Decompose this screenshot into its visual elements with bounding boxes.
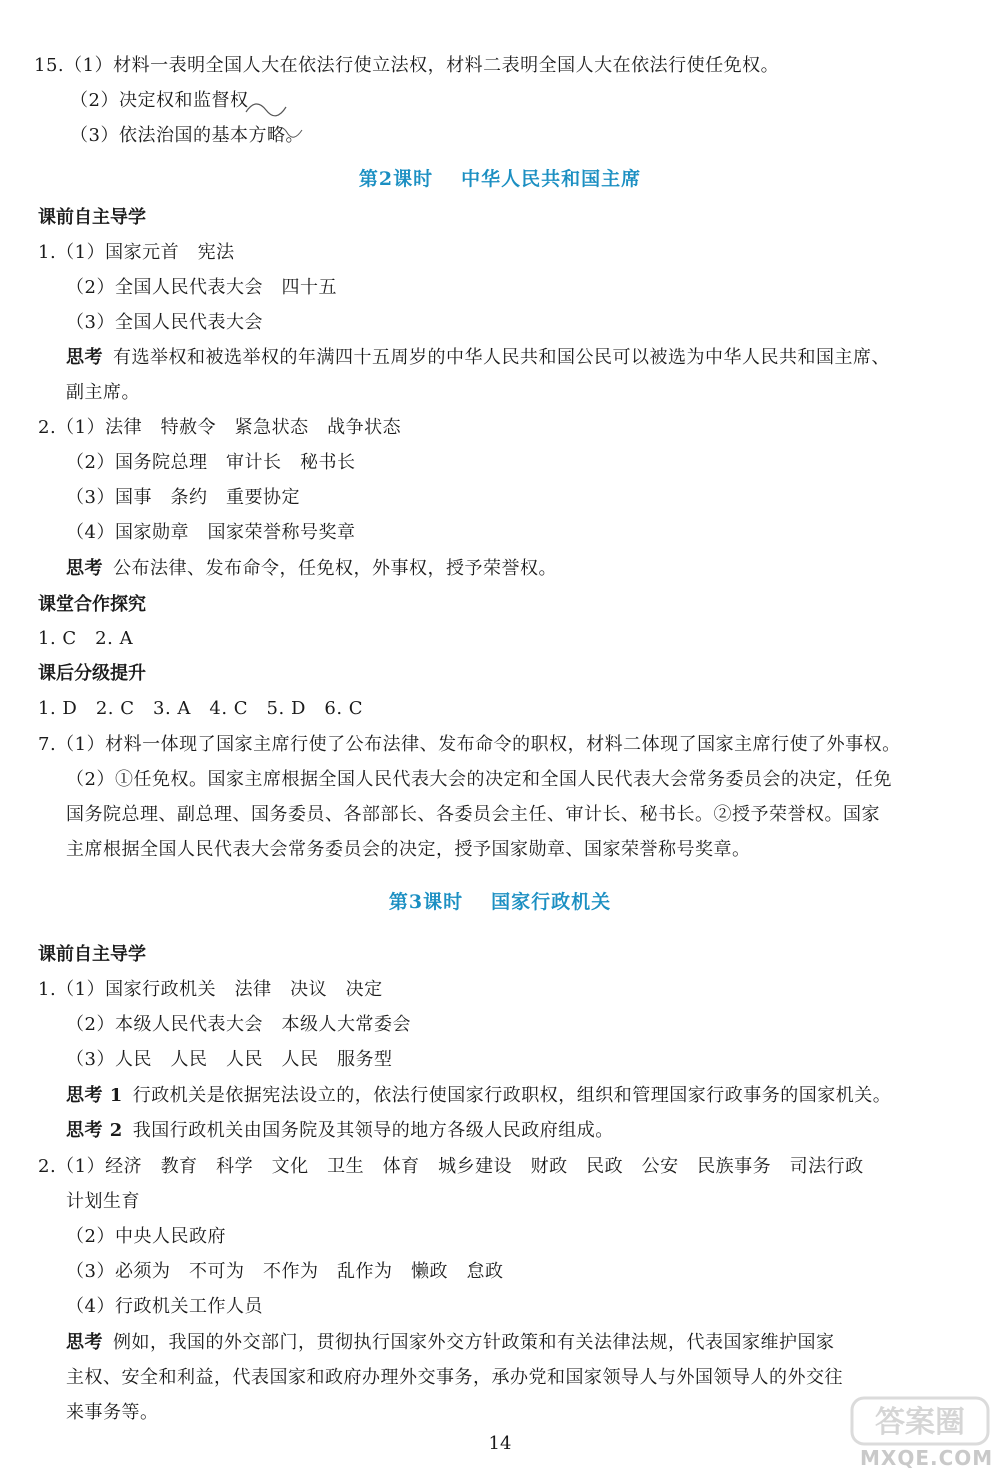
think-text: 有选举权和被选举权的年满四十五周岁的中华人民共和国公民可以被选为中华人民共和国主席、 [113,347,890,368]
section-classroom-inquiry: 课堂合作探究 [38,594,146,615]
answer-line: 主权、安全和利益，代表国家和政府办理外交事务，承办党和国家领导人与外国领导人的外交往 [66,1367,843,1388]
answer-line: （3）国事 条约 重要协定 [66,487,300,508]
think-line [66,1330,835,1356]
svg-text:答案圈: 答案圈 [875,1405,965,1440]
answer-line: 主席根据全国人民代表大会常务委员会的决定，授予国家勋章、国家荣誉称号奖章。 [66,839,751,860]
think-text: 行政机关是依据宪法设立的，依法行使国家行政职权，组织和管理国家行政事务的国家机关。 [132,1085,892,1106]
answer-line: （3）必须为 不可为 不作为 乱作为 懒政 怠政 [66,1261,504,1282]
answer-line: （2）国务院总理 审计长 秘书长 [66,452,356,473]
answer-line: （2）中央人民政府 [66,1226,226,1247]
answer-15-1: 15.（1）材料一表明全国人大在依法行使立法权，材料二表明全国人大在依法行使任免权。 [34,55,780,76]
think-text: 我国行政机关由国务院及其领导的地方各级人民政府组成。 [132,1120,614,1141]
page-number: 14 [488,1433,512,1454]
answer-line: 1.（1）国家行政机关 法律 决议 决定 [38,979,383,1000]
think-label-1: 思考 1 [66,1085,123,1106]
answer-line: 7.（1）材料一体现了国家主席行使了公布法律、发布命令的职权，材料二体现了国家主席行使了外事权。 [38,734,901,755]
answer-line: 来事务等。 [66,1402,159,1423]
think-text: 公布法律、发布命令，任免权，外事权，授予荣誉权。 [113,558,557,579]
think-line [66,556,557,582]
answer-line: （3）人民 人民 人民 人民 服务型 [66,1049,393,1070]
answer-line: （2）全国人民代表大会 四十五 [66,277,337,298]
lesson-2-number: 第2课时 [358,168,434,190]
think-label: 思考 [66,558,103,579]
think-line [66,1083,891,1109]
answer-15-3: （3）依法治国的基本方略。 [70,125,304,146]
think-line [66,1118,614,1144]
answer-line: 2.（1）经济 教育 科学 文化 卫生 体育 城乡建设 财政 民政 公安 民族事务 司法行政 [38,1156,864,1177]
answer-line: 1. C 2. A [38,628,134,649]
answer-line: （4）行政机关工作人员 [66,1296,263,1317]
section-after-class: 课后分级提升 [38,663,146,684]
think-label: 思考 [66,347,103,368]
answer-line: 计划生育 [66,1191,140,1212]
answer-line: （2）本级人民代表大会 本级人大常委会 [66,1014,411,1035]
lesson-2-heading [0,165,1000,193]
lesson-3-title: 国家行政机关 [491,891,612,913]
watermark-url: MXQE.COM [860,1446,994,1470]
answer-line: （4）国家勋章 国家荣誉称号奖章 [66,522,356,543]
lesson-2-title: 中华人民共和国主席 [461,168,642,190]
answer-line: 1.（1）国家元首 宪法 [38,242,235,263]
think-label-2: 思考 2 [66,1120,123,1141]
answer-15-2: （2）决定权和监督权 [70,90,249,111]
answer-line: 国务院总理、副总理、国务委员、各部部长、各委员会主任、审计长、秘书长。②授予荣誉权。国家 [66,804,880,825]
answer-line: （2）①任免权。国家主席根据全国人民代表大会的决定和全国人民代表大会常务委员会的决定，任免 [66,769,892,790]
lesson-3-heading [0,888,1000,916]
answer-line: 1. D 2. C 3. A 4. C 5. D 6. C [38,698,364,719]
pen-scribble-mark [236,92,316,152]
section-pre-class-guide: 课前自主导学 [38,944,146,965]
answer-line: 副主席。 [66,382,140,403]
lesson-3-number: 第3课时 [388,891,464,913]
think-label: 思考 [66,1332,103,1353]
think-text: 例如，我国的外交部门，贯彻执行国家外交方针政策和有关法律法规，代表国家维护国家 [113,1332,835,1353]
think-line [66,345,890,371]
answer-line: 2.（1）法律 特赦令 紧急状态 战争状态 [38,417,402,438]
answer-line: （3）全国人民代表大会 [66,312,263,333]
section-pre-class-guide: 课前自主导学 [38,207,146,228]
